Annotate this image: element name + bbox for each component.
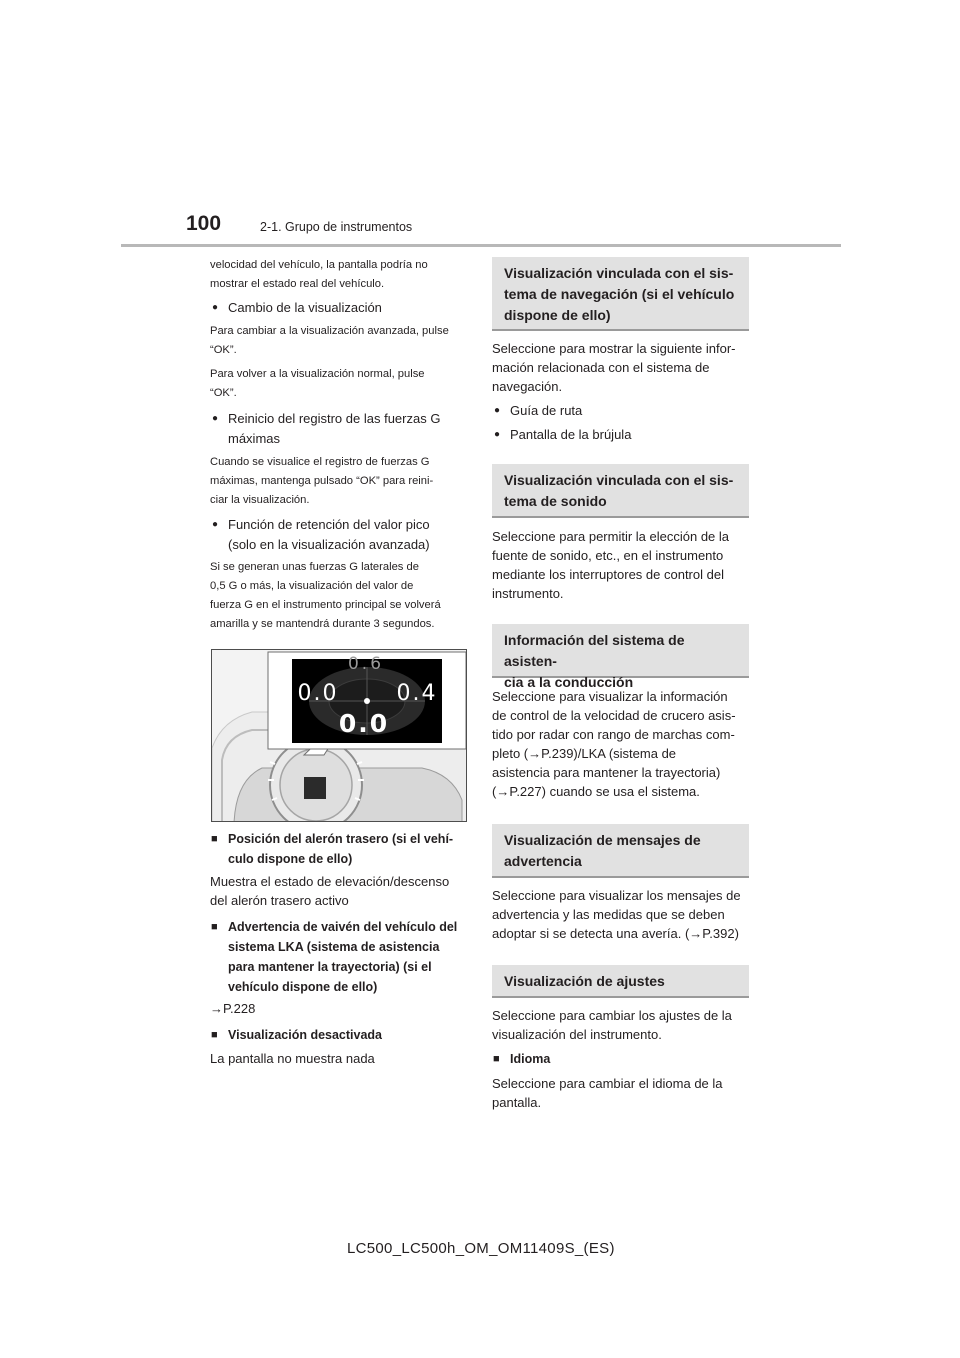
page-number: 100	[186, 212, 222, 235]
text-line: pantalla.	[492, 1095, 542, 1110]
text-line: Si se generan unas fuerzas G laterales de	[210, 561, 419, 573]
text-line: Seleccione para mostrar la siguiente infor-	[492, 341, 736, 356]
bullet-title-l1: Reinicio del registro de las fuerzas G	[228, 411, 441, 426]
bullet-retencion	[210, 515, 468, 555]
text-line: Muestra el estado de elevación/descenso	[210, 874, 450, 889]
square-title-l2: sistema LKA (sistema de asistencia	[228, 940, 440, 954]
bullet-title: ● Cambio de la visualización	[210, 298, 468, 318]
text-line: (→P.227) cuando se usa el sistema.	[492, 784, 700, 799]
ajustes-text	[492, 1006, 750, 1044]
text-line: Seleccione para permitir la elección de la	[492, 529, 730, 544]
text-line: instrumento.	[492, 586, 564, 601]
square-title-l4: vehículo dispone de ello)	[228, 980, 378, 994]
left-column-top	[210, 256, 468, 294]
text-line: 0,5 G o más, la visualización del valor de	[210, 580, 414, 592]
sq-idioma	[492, 1049, 750, 1069]
lka-ref	[210, 999, 468, 1018]
text-line: advertencia y las medidas que se deben	[492, 907, 725, 922]
idioma-text	[492, 1074, 750, 1112]
intro-line: mostrar el estado real del vehículo.	[210, 278, 385, 290]
heading-l1: Visualización de mensajes de	[504, 832, 701, 848]
text-line: pleto (→P.239)/LKA (sistema de	[492, 746, 677, 761]
section-title: 2-1. Grupo de instrumentos	[260, 220, 413, 234]
text-line: fuerza G en el instrumento principal se volverá	[210, 599, 441, 611]
text-line: de control de la velocidad de crucero asis-	[492, 708, 736, 723]
gauge-left-value: 0.0	[297, 681, 339, 706]
sq-aleron	[210, 829, 468, 869]
text-line: Seleccione para visualizar la información	[492, 689, 728, 704]
text-line: fuente de sonido, etc., en el instrumento	[492, 548, 724, 563]
text-line: Seleccione para visualizar los mensajes de	[492, 888, 741, 903]
square-title: ■ Idioma	[492, 1049, 750, 1069]
text-line: asistencia para mantener la trayectoria)	[492, 765, 721, 780]
bullet-item: ● Pantalla de la brújula	[492, 425, 750, 445]
heading-l3: dispone de ello)	[504, 307, 611, 323]
gauge-bottom-value: 0.0	[338, 709, 390, 738]
header-rule	[121, 244, 841, 247]
heading-l2: cia a la conducción	[504, 674, 634, 690]
sq-advertencia-lka	[210, 917, 468, 997]
text-line: mediante los interruptores de control del	[492, 567, 724, 582]
gauge-top-value: 0.6	[347, 654, 385, 674]
text-line: Cuando se visualice el registro de fuerzas G	[210, 456, 430, 468]
square-title-l1: Advertencia de vaivén del vehículo del	[228, 920, 458, 934]
text-line: La pantalla no muestra nada	[210, 1051, 375, 1066]
bullet-title	[210, 515, 468, 555]
text-line: tido por radar con rango de marchas com-	[492, 727, 735, 742]
text-line: Seleccione para cambiar los ajustes de la	[492, 1008, 732, 1023]
reinicio-text	[210, 453, 468, 510]
text-line: máximas, mantenga pulsado “OK” para reini-	[210, 475, 434, 487]
heading-l1: Visualización de ajustes	[504, 973, 665, 989]
bullet-title-l2: (solo en la visualización avanzada)	[228, 537, 430, 552]
bullet-item: ● Guía de ruta	[492, 401, 750, 421]
heading-l2: advertencia	[504, 853, 582, 869]
text-line: mación relacionada con el sistema de	[492, 360, 710, 375]
bullet-title-l1: Función de retención del valor pico	[228, 517, 430, 532]
asistencia-text	[492, 687, 750, 801]
bullet-title-l2: máximas	[228, 431, 281, 446]
heading-l1: Visualización vinculada con el sis-	[504, 265, 734, 281]
bullet-title	[210, 409, 468, 449]
cambio-text	[210, 322, 468, 403]
heading-l1: Visualización vinculada con el sis-	[504, 472, 734, 488]
document-code: LC500_LC500h_OM_OM11409S_(ES)	[347, 1240, 615, 1257]
heading-l2: tema de navegación (si el vehículo	[504, 286, 735, 302]
heading-navegacion	[492, 257, 749, 331]
square-title: ■ Visualización desactivada	[210, 1025, 468, 1045]
text-line: “OK”.	[210, 387, 237, 399]
text-line: Para cambiar a la visualización avanzada, pulse	[210, 325, 449, 337]
square-title	[210, 917, 468, 997]
heading-l2: tema de sonido	[504, 493, 607, 509]
desactivada-text	[210, 1049, 468, 1068]
text-line: amarilla y se mantendrá durante 3 segundos.	[210, 618, 435, 630]
sq-desactivada	[210, 1025, 468, 1045]
heading-l1: Información del sistema de asisten-	[504, 632, 685, 669]
text-line: del alerón trasero activo	[210, 893, 349, 908]
text-line: “OK”.	[210, 344, 237, 356]
navegacion-bullets	[492, 401, 750, 445]
heading-asistencia	[492, 624, 749, 690]
retencion-text	[210, 558, 468, 634]
aleron-text	[210, 872, 468, 910]
mensajes-text	[492, 886, 750, 943]
heading-ajustes	[492, 965, 749, 998]
text-line: ciar la visualización.	[210, 494, 310, 506]
square-title-l2: culo dispone de ello)	[228, 852, 353, 866]
heading-mensajes	[492, 824, 749, 878]
bullet-reinicio	[210, 409, 468, 449]
heading-sonido	[492, 464, 749, 518]
text-line: navegación.	[492, 379, 563, 394]
text-line: adoptar si se detecta una avería. (→P.392)	[492, 926, 739, 941]
page-reference: →P.228	[210, 1001, 256, 1016]
square-title-l1: Posición del alerón trasero (si el vehí-	[228, 832, 454, 846]
gauge-right-value: 0.4	[396, 681, 438, 706]
navegacion-text	[492, 339, 750, 396]
text-line: visualización del instrumento.	[492, 1027, 662, 1042]
square-title	[210, 829, 468, 869]
square-title-l3: para mantener la trayectoria) (si el	[228, 960, 432, 974]
intro-line: velocidad del vehículo, la pantalla podría no	[210, 259, 428, 271]
text-line: Seleccione para cambiar el idioma de la	[492, 1076, 723, 1091]
sonido-text	[492, 527, 750, 603]
text-line: Para volver a la visualización normal, pulse	[210, 368, 425, 380]
bullet-cambio	[210, 298, 468, 318]
